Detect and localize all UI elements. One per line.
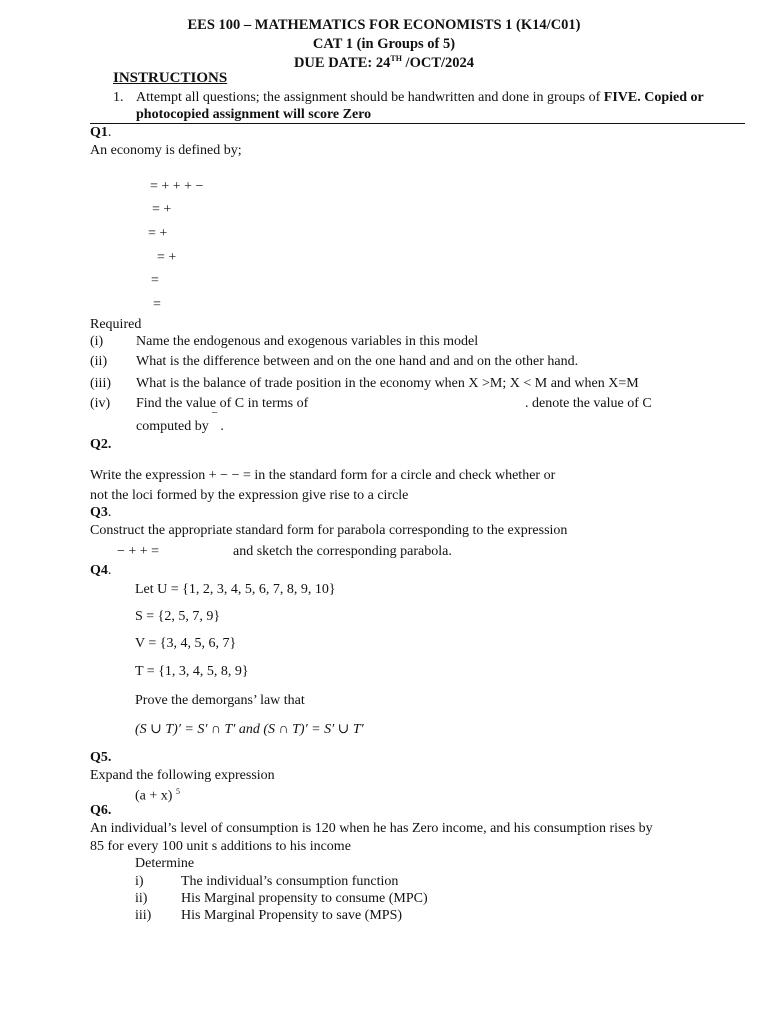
q1-item-num: (i) xyxy=(90,334,104,349)
q1-item-text: What is the balance of trade position in the economy when X >M; X < M and when X=M xyxy=(136,376,639,391)
q4-prove: Prove the demorgans’ law that xyxy=(135,693,305,708)
due-date-superscript: TH xyxy=(390,54,402,63)
q3-line-2: and sketch the corresponding parabola. xyxy=(233,544,452,559)
q6-item-num: iii) xyxy=(135,908,152,923)
q3-line-1: Construct the appropriate standard form for parabola corresponding to the expression xyxy=(90,523,568,538)
q4-set-t: T = {1, 3, 4, 5, 8, 9} xyxy=(135,664,249,679)
q1-item-end: . xyxy=(216,419,224,434)
q5-text: Expand the following expression xyxy=(90,768,275,783)
q1-equation-4: = + xyxy=(157,250,177,265)
q4-demorgan-law: (S ∪ T)′ = S′ ∩ T′ and (S ∩ T)′ = S′ ∪ T′ xyxy=(135,722,364,737)
q4-label xyxy=(90,563,111,579)
due-date-suffix: /OCT/2024 xyxy=(401,54,475,71)
q1-item-text: Find the value of C in terms of xyxy=(136,396,309,411)
q1-required: Required xyxy=(90,317,142,332)
q1-item-text-continued: . denote the value of C xyxy=(525,396,652,411)
q1-item-num: (iv) xyxy=(90,396,111,411)
q3-equation: − + + = xyxy=(117,544,160,559)
instructions-heading: INSTRUCTIONS xyxy=(113,70,228,86)
q1-item-num: (iii) xyxy=(90,376,111,391)
instruction-line-1-bold: FIVE. Copied or xyxy=(603,90,704,105)
q1-overbar: ‾ xyxy=(212,412,217,427)
q4-set-s: S = {2, 5, 7, 9} xyxy=(135,609,221,624)
q5-expression xyxy=(135,787,180,805)
q4-label-text: Q4 xyxy=(90,563,108,578)
q1-label xyxy=(90,125,111,141)
q3-label-dot: . xyxy=(107,505,112,520)
q6-item-num: ii) xyxy=(135,891,148,906)
q1-equation-2: = + xyxy=(152,202,172,217)
q6-item-text: The individual’s consumption function xyxy=(181,874,399,889)
instruction-line-1 xyxy=(136,90,704,106)
q1-equation-5: = xyxy=(151,273,159,288)
q6-item-num: i) xyxy=(135,874,144,889)
q5-label: Q5. xyxy=(90,750,112,765)
q6-label: Q6. xyxy=(90,803,112,818)
q6-item-text: His Marginal propensity to consume (MPC) xyxy=(181,891,428,906)
q1-equation-1: = + + + − xyxy=(150,179,204,194)
q5-expression-base: (a + x) xyxy=(135,788,173,804)
q4-set-u: Let U = {1, 2, 3, 4, 5, 6, 7, 8, 9, 10} xyxy=(135,582,336,597)
q2-label: Q2. xyxy=(90,437,112,452)
q1-item-text: What is the difference between and on the one hand and and on the other hand. xyxy=(136,354,579,369)
q3-label-text: Q3 xyxy=(90,505,108,520)
q1-intro: An economy is defined by; xyxy=(90,143,242,158)
q1-equation-6: = xyxy=(153,297,161,312)
course-title: EES 100 – MATHEMATICS FOR ECONOMISTS 1 (K14/C01) xyxy=(187,17,581,33)
instruction-number: 1. xyxy=(113,90,124,105)
header-divider xyxy=(90,123,745,124)
q5-expression-power: 5 xyxy=(175,787,180,796)
q1-label-text: Q1 xyxy=(90,125,108,140)
due-date-prefix: DUE DATE: 24 xyxy=(293,54,391,71)
q3-label xyxy=(90,505,111,521)
q2-line-2: not the loci formed by the expression give rise to a circle xyxy=(90,488,409,503)
q1-label-dot: . xyxy=(107,125,112,140)
q2-line-1: Write the expression + − − = in the standard form for a circle and check whether or xyxy=(90,468,556,483)
q1-item-text-line-2 xyxy=(136,412,224,435)
q1-item-text: Name the endogenous and exogenous variables in this model xyxy=(136,334,479,349)
q6-determine: Determine xyxy=(135,856,195,871)
q1-item-num: (ii) xyxy=(90,354,108,369)
instruction-line-1-text: Attempt all questions; the assignment should be handwritten and done in groups of xyxy=(136,90,604,105)
cat-title: CAT 1 (in Groups of 5) xyxy=(312,36,456,52)
instruction-line-2: photocopied assignment will score Zero xyxy=(136,107,372,122)
q1-equation-3: = + xyxy=(148,226,168,241)
q1-item-computed-by: computed by xyxy=(136,419,213,434)
q6-line-1: An individual’s level of consumption is 120 when he has Zero income, and his consumption rises by xyxy=(90,821,653,836)
q4-label-dot: . xyxy=(107,563,112,578)
q4-set-v: V = {3, 4, 5, 6, 7} xyxy=(135,636,237,651)
q6-item-text: His Marginal Propensity to save (MPS) xyxy=(181,908,403,923)
q6-line-2: 85 for every 100 unit s additions to his income xyxy=(90,839,351,854)
